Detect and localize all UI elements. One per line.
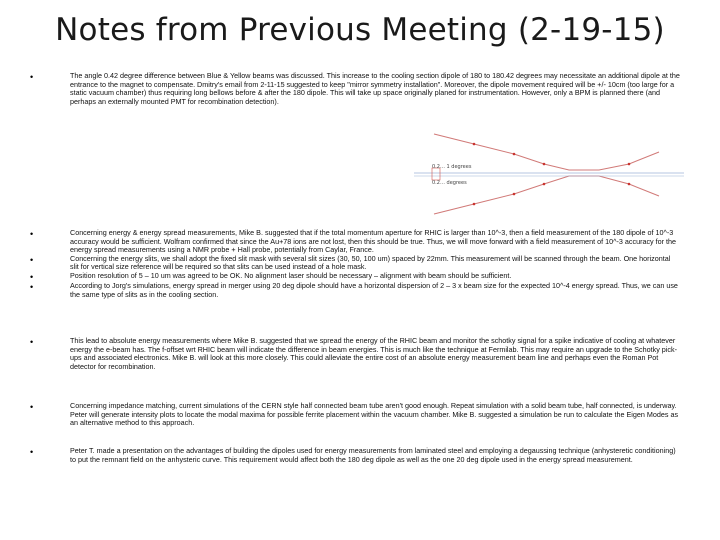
marker-point bbox=[473, 203, 476, 206]
note-block-1 bbox=[30, 72, 680, 106]
marker-point bbox=[473, 143, 476, 146]
note-block-4 bbox=[30, 402, 680, 428]
note-item bbox=[30, 72, 680, 106]
lower-beam-path bbox=[434, 176, 659, 214]
note-text: According to Jorg's simulations, energy spread in merger using 20 deg dipole should have a horizontal dispersion of 2 – 3 x beam size for the expected 10^-4 energy spread. Thus, we can use the same type of slits as in the cooling section. bbox=[70, 280, 678, 299]
marker-point bbox=[628, 183, 631, 186]
figure-label-top: 0.2… 1 degrees bbox=[432, 164, 472, 170]
bullet-icon: • bbox=[30, 337, 34, 347]
note-text: Position resolution of 5 – 10 um was agreed to be OK. No alignment laser should be necessary – alignment with beam should be sufficient. bbox=[70, 270, 512, 280]
note-text: This lead to absolute energy measurements where Mike B. suggested that we spread the energy of the RHIC beam and monitor the schotky signal for a spike indicative of cooling at whatever energy the e-beam has. The f-offset wrt RHIC beam will indicate the difference in beam energies. This is much like the technique at Fermilab. This may require an upgrade to the Schotky pick-ups and associated electronics. Mike B. will look at this more closely. This could alleviate the entire cost of an absolute energy measurement beam line and perhaps even the Roman Pot detector for recombination. bbox=[70, 336, 677, 371]
slide-title: Notes from Previous Meeting (2-19-15) bbox=[55, 12, 665, 48]
marker-point bbox=[628, 163, 631, 166]
note-item bbox=[30, 447, 680, 464]
note-text: Concerning energy & energy spread measurements, Mike B. suggested that if the total momentum aperture for RHIC is larger than 10^-3, then a field measurement of the 180 dipole of 10^-3 accuracy would be sufficient. Wolfram confirmed that since the Au+78 ions are not lost, then this should be true. Thus, we will move forward with a field measurement of 10^-3 accuracy for the energy spread measurements using a NMR probe + Hall probe, potentially from Caylar, France. bbox=[70, 228, 677, 255]
note-item bbox=[30, 229, 680, 255]
bullet-icon: • bbox=[30, 72, 34, 82]
bullet-icon: • bbox=[30, 281, 34, 292]
note-text: Concerning the energy slits, we shall adopt the fixed slit mask with several slit sizes (30, 50, 100 um) spaced by 22mm. This measurement will be scanned through the beam. One horizontal slit for vertical size reference will be required so that slits can be used instead of a hole mask. bbox=[70, 253, 671, 272]
bullet-icon: • bbox=[30, 447, 34, 457]
beam-path-svg bbox=[414, 124, 690, 224]
note-text: The angle 0.42 degree difference between Blue & Yellow beams was discussed. This increase to the cooling section dipole of 180 to 180.42 degrees may necessitate an additional dipole at the entrance to the magnet to compensate. Dmitry's email from 2-11-15 suggested to keep "mirror symmetry installation". Moreover, the dipole movement required will be +/- 10cm (too large for a static vacuum chamber) thus requiring long bellows before & after the 180 dipole. This will take up space originally planed for instrumentation. However, only a BPM is planned there (and perhaps an externally mounted PMT for recombination detection). bbox=[70, 71, 680, 106]
note-text: Concerning impedance matching, current simulations of the CERN style half connected beam tube aren't good enough. Repeat simulation with a solid beam tube, half connected, is underway. Peter will generate intensity plots to locate the modal maxima for possible ferrite placement within the vacuum chamber. Mike B. suggested a simulation be run to calculate the Eigen Modes as an alternative method to this approach. bbox=[70, 401, 679, 428]
beam-path-diagram bbox=[414, 124, 690, 224]
marker-point bbox=[513, 153, 516, 156]
note-item bbox=[30, 337, 680, 371]
marker-point bbox=[543, 163, 546, 166]
note-block-3 bbox=[30, 337, 680, 371]
bullet-icon: • bbox=[30, 271, 34, 282]
note-item bbox=[30, 402, 680, 428]
beam-markers bbox=[473, 143, 631, 206]
note-block-2 bbox=[30, 229, 680, 299]
note-block-5 bbox=[30, 447, 680, 464]
bullet-icon: • bbox=[30, 254, 34, 265]
bullet-icon: • bbox=[30, 229, 34, 239]
marker-point bbox=[513, 193, 516, 196]
note-item bbox=[30, 282, 680, 299]
figure-label-bottom: 0.2… degrees bbox=[432, 180, 467, 186]
marker-point bbox=[543, 183, 546, 186]
note-item bbox=[30, 255, 680, 272]
bullet-icon: • bbox=[30, 402, 34, 412]
note-text: Peter T. made a presentation on the advantages of building the dipoles used for energy measurements from laminated steel and employing a degaussing technique (anhysteretic conditioning) to put the remnant field on the anhysteric curve. This requirement would affect both the 180 deg dipole as well as the one 20 deg dipole used in the energy spread measurement. bbox=[70, 446, 676, 464]
